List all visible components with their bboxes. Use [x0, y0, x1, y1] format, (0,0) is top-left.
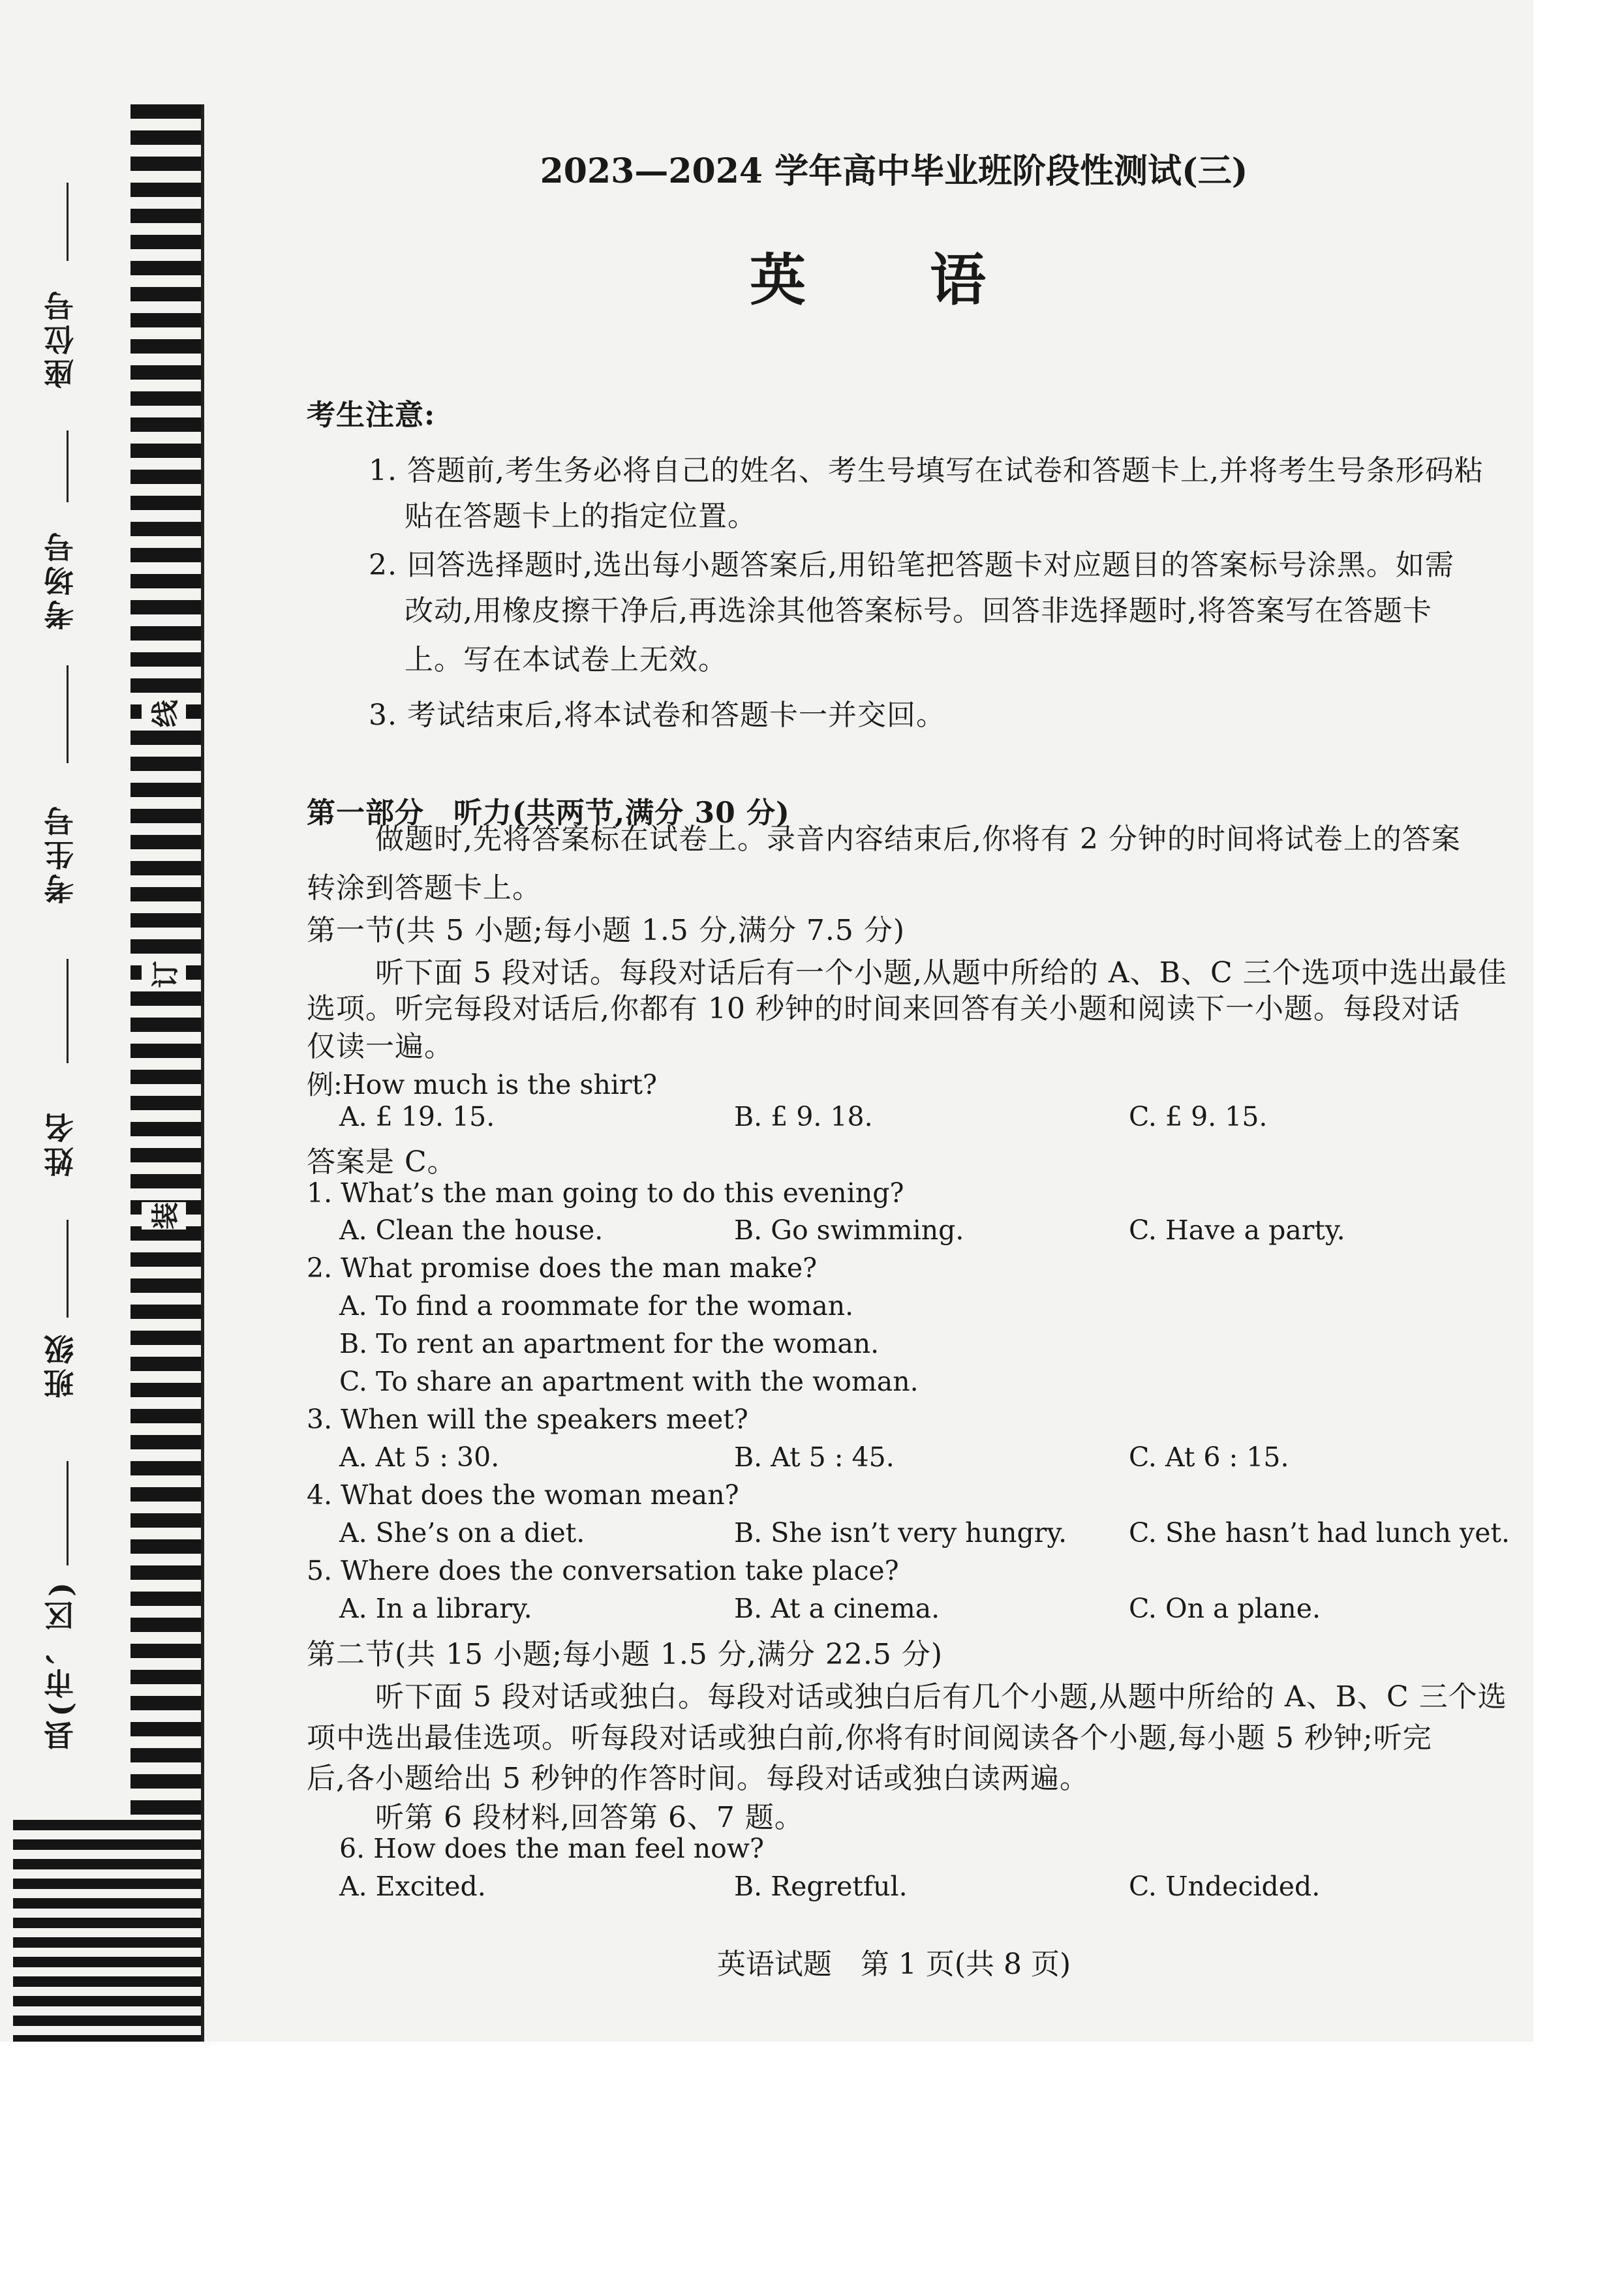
- binding-char-bind: 装: [142, 1202, 186, 1230]
- option-a: A. £ 19. 15.: [339, 1101, 495, 1132]
- binding-strip: [130, 104, 202, 1996]
- option-c: C. To share an apartment with the woman.: [339, 1366, 919, 1397]
- section1-heading: 第一节(共 5 小题;每小题 1.5 分,满分 7.5 分): [307, 914, 906, 947]
- option-c: C. She hasn’t had lunch yet.: [1129, 1517, 1510, 1548]
- option-a: A. Excited.: [339, 1871, 486, 1902]
- seat-number-line: [67, 183, 69, 261]
- option-a: A. Clean the house.: [339, 1215, 604, 1246]
- question-1: 1. What’s the man going to do this evening?: [307, 1177, 904, 1209]
- option-b: B. £ 9. 18.: [734, 1101, 873, 1132]
- exam-number-line: [67, 665, 69, 763]
- name-line: [67, 959, 69, 1063]
- room-number-label: 考场号: [43, 528, 78, 630]
- exam-title: 英 语: [750, 247, 1038, 313]
- notice-line: 2. 回答选择题时,选出每小题答案后,用铅笔把答题卡对应题目的答案标号涂黑。如需: [369, 549, 1454, 582]
- material-instruction: 听第 6 段材料,回答第 6、7 题。: [375, 1801, 804, 1834]
- exam-subtitle: 2023—2024 学年高中毕业班阶段性测试(三): [540, 151, 1248, 191]
- example-answer: 答案是 C。: [307, 1145, 457, 1179]
- option-c: C. Undecided.: [1129, 1871, 1321, 1902]
- option-b: B. To rent an apartment for the woman.: [339, 1328, 880, 1359]
- option-a: A. She’s on a diet.: [339, 1517, 585, 1548]
- part1-intro: 做题时,先将答案标在试卷上。录音内容结束后,你将有 2 分钟的时间将试卷上的答案: [375, 823, 1461, 856]
- binding-char-line: 线: [142, 700, 186, 727]
- section1-intro: 听下面 5 段对话。每段对话后有一个小题,从题中所给的 A、B、C 三个选项中选出最佳: [375, 956, 1507, 989]
- question-5: 5. Where does the conversation take place?: [307, 1555, 899, 1586]
- option-a: A. In a library.: [339, 1593, 532, 1624]
- question-6: 6. How does the man feel now?: [339, 1833, 764, 1864]
- notice-line: 贴在答题卡上的指定位置。: [405, 500, 757, 533]
- example-question: 例:How much is the shirt?: [307, 1069, 658, 1100]
- section1-intro: 选项。听完每段对话后,你都有 10 秒钟的时间来回答有关小题和阅读下一小题。每段对话: [307, 992, 1460, 1025]
- option-b: B. At a cinema.: [734, 1593, 940, 1624]
- county-line: [67, 1461, 69, 1565]
- option-c: C. £ 9. 15.: [1129, 1101, 1268, 1132]
- option-a: A. At 5 : 30.: [339, 1442, 500, 1473]
- option-b: B. Go swimming.: [734, 1215, 964, 1246]
- notice-line: 1. 答题前,考生务必将自己的姓名、考生号填写在试卷和答题卡上,并将考生号条形码粘: [369, 454, 1484, 487]
- page-footer: 英语试题 第 1 页(共 8 页): [716, 1948, 1071, 1981]
- question-4: 4. What does the woman mean?: [307, 1479, 739, 1511]
- name-label: 姓名: [43, 1109, 78, 1177]
- section2-intro: 项中选出最佳选项。听每段对话或独白前,你将有时间阅读各个小题,每小题 5 秒钟;听完: [307, 1721, 1432, 1755]
- county-label: 县(市、区): [43, 1578, 78, 1751]
- notice-line: 上。写在本试卷上无效。: [405, 643, 728, 676]
- question-2: 2. What promise does the man make?: [307, 1252, 818, 1284]
- question-3: 3. When will the speakers meet?: [307, 1404, 748, 1435]
- part1-intro: 转涂到答题卡上。: [307, 871, 542, 905]
- binding-line: [201, 104, 204, 2042]
- binding-char-staple: 订: [142, 961, 186, 988]
- section1-intro: 仅读一遍。: [307, 1030, 453, 1063]
- room-number-line: [67, 430, 69, 502]
- section2-intro: 后,各小题给出 5 秒钟的作答时间。每段对话或独白读两遍。: [307, 1762, 1089, 1795]
- option-c: C. At 6 : 15.: [1129, 1442, 1289, 1473]
- seat-number-label: 座位号: [43, 287, 78, 389]
- notice-line: 3. 考试结束后,将本试卷和答题卡一并交回。: [369, 699, 945, 732]
- option-b: B. At 5 : 45.: [734, 1442, 895, 1473]
- section2-heading: 第二节(共 15 小题;每小题 1.5 分,满分 22.5 分): [307, 1638, 943, 1671]
- option-c: C. On a plane.: [1129, 1593, 1321, 1624]
- notice-heading: 考生注意:: [307, 399, 436, 432]
- part1-heading: 第一部分 听力(共两节,满分 30 分): [307, 796, 790, 830]
- option-a: A. To find a roommate for the woman.: [339, 1290, 854, 1322]
- class-line: [67, 1220, 69, 1318]
- binding-strip-bottom: [13, 1820, 202, 2042]
- exam-number-label: 考生号: [43, 802, 78, 904]
- section2-intro: 听下面 5 段对话或独白。每段对话或独白后有几个小题,从题中所给的 A、B、C 三个选: [375, 1680, 1507, 1714]
- option-b: B. Regretful.: [734, 1871, 908, 1902]
- option-b: B. She isn’t very hungry.: [734, 1517, 1067, 1548]
- notice-line: 改动,用橡皮擦干净后,再选涂其他答案标号。回答非选择题时,将答案写在答题卡: [405, 594, 1432, 627]
- class-label: 班级: [43, 1331, 78, 1398]
- option-c: C. Have a party.: [1129, 1215, 1345, 1246]
